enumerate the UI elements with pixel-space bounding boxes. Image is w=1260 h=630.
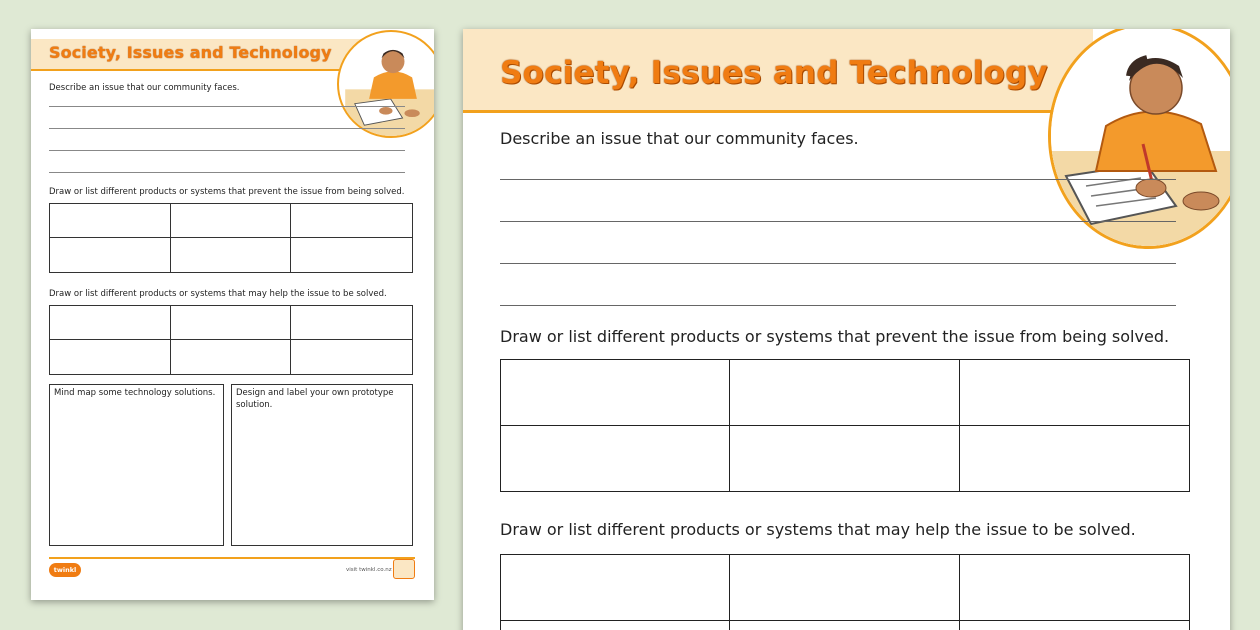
thumbnail-title: Society, Issues and Technology (49, 43, 332, 62)
worksheet-thumbnail (31, 29, 434, 600)
footer-badge-icon (393, 559, 415, 579)
grid-cell (50, 306, 171, 340)
grid-cell (960, 426, 1189, 492)
grid-cell (291, 238, 412, 272)
grid-cell (501, 426, 730, 492)
worksheet-zoomed (463, 29, 1230, 630)
grid-cell (960, 555, 1189, 621)
answer-line (49, 128, 405, 129)
answer-line (49, 106, 405, 107)
grid-help (500, 554, 1190, 630)
question-2: Draw or list different products or systems that prevent the issue from being solved. (500, 327, 1170, 346)
grid-cell (730, 360, 959, 426)
question-3: Draw or list different products or systems that may help the issue to be solved. (500, 520, 1136, 539)
thumbnail-question-3: Draw or list different products or systems that may help the issue to be solved. (49, 289, 387, 299)
thumbnail-question-2: Draw or list different products or systems that prevent the issue from being solved. (49, 187, 405, 197)
grid-cell (171, 306, 292, 340)
grid-cell (171, 238, 292, 272)
question-1: Describe an issue that our community faces. (500, 129, 859, 148)
answer-line (500, 305, 1176, 306)
answer-line (49, 150, 405, 151)
answer-line (500, 221, 1176, 222)
mind-map-label: Mind map some technology solutions. (54, 388, 216, 398)
grid-cell (960, 621, 1189, 630)
boy-writing-illustration (1048, 29, 1230, 249)
footer-divider (49, 557, 415, 559)
thumbnail-grid-help (49, 305, 413, 375)
worksheet-title: Society, Issues and Technology (500, 55, 1048, 91)
grid-cell (50, 340, 171, 374)
grid-cell (501, 555, 730, 621)
grid-cell (730, 555, 959, 621)
twinkl-logo: twinkl (49, 563, 81, 577)
grid-cell (501, 621, 730, 630)
thumbnail-grid-prevent (49, 203, 413, 273)
grid-cell (171, 340, 292, 374)
mind-map-box (49, 384, 224, 546)
grid-cell (50, 238, 171, 272)
prototype-box (231, 384, 413, 546)
answer-line (49, 172, 405, 173)
grid-cell (730, 426, 959, 492)
answer-line (500, 179, 1176, 180)
grid-cell (171, 204, 292, 238)
boy-writing-illustration (337, 30, 434, 138)
grid-cell (501, 360, 730, 426)
grid-cell (730, 621, 959, 630)
grid-cell (291, 204, 412, 238)
prototype-label: Design and label your own prototype solution. (236, 388, 394, 410)
grid-prevent (500, 359, 1190, 492)
grid-cell (960, 360, 1189, 426)
footer-url: visit twinkl.co.nz (346, 567, 392, 573)
grid-cell (291, 306, 412, 340)
thumbnail-question-1: Describe an issue that our community faces. (49, 83, 240, 93)
grid-cell (50, 204, 171, 238)
answer-line (500, 263, 1176, 264)
grid-cell (291, 340, 412, 374)
